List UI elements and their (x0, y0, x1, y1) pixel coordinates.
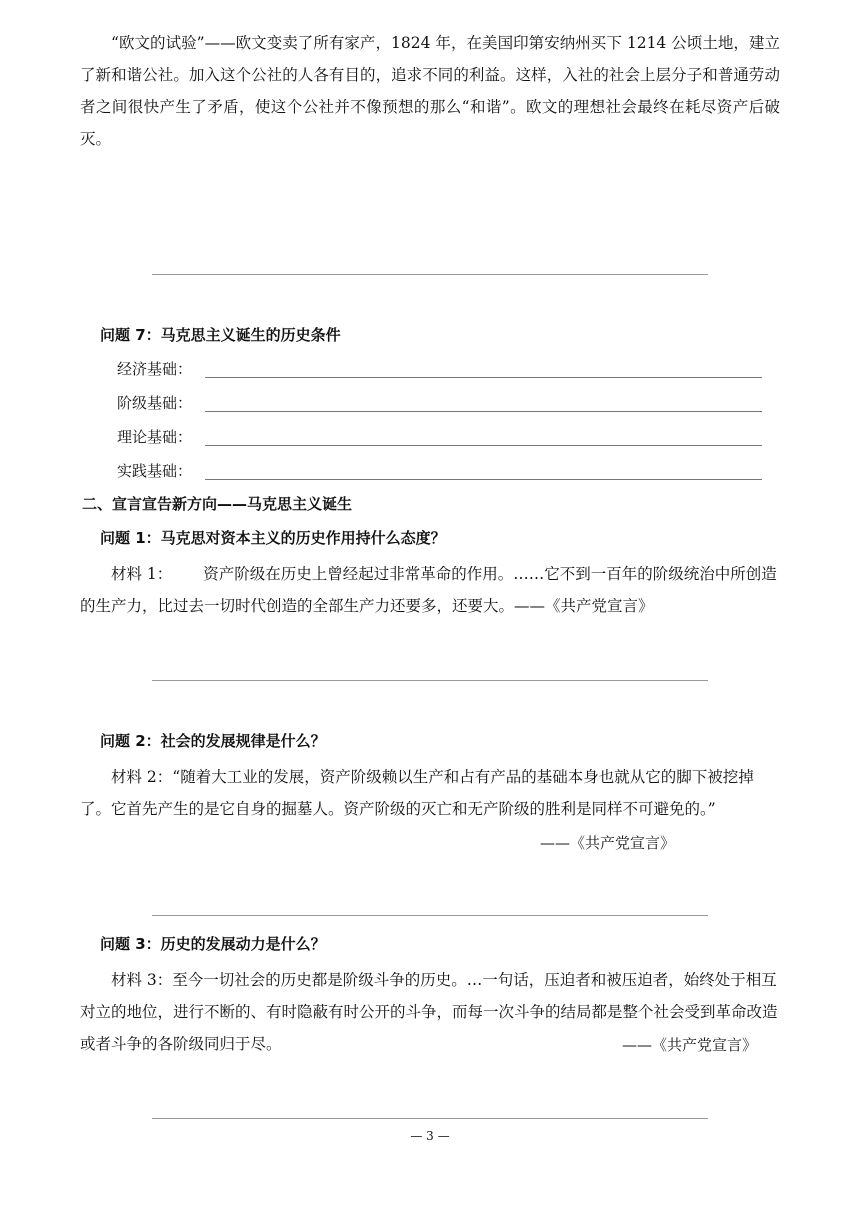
material-1 (80, 558, 780, 622)
blank-line[interactable] (205, 411, 762, 412)
fill-row-practice (117, 460, 762, 484)
answer-line (152, 915, 708, 916)
answer-line (152, 1118, 708, 1119)
blank-line[interactable] (205, 479, 762, 480)
blank-line[interactable] (205, 445, 762, 446)
material-3: 材料 3：至今一切社会的历史都是阶级斗争的历史。…一句话，压迫者和被压迫者，始终处于相互对立的地位，进行不断的、有时隐蔽有时公开的斗争，而每一次斗争的结局都是整个社会受到革命改造或者斗争的各阶级同归于尽。 (80, 971, 778, 1053)
fill-row-class (117, 392, 762, 416)
question-3-title: 问题 3：历史的发展动力是什么？ (100, 935, 326, 953)
section-2-title: 二、宣言宣告新方向——马克思主义诞生 (82, 495, 353, 513)
page-number: — 3 — (410, 1129, 450, 1143)
material-2-source: ——《共产党宣言》 (540, 834, 676, 852)
question-1-title: 问题 1：马克思对资本主义的历史作用持什么态度？ (100, 529, 446, 547)
answer-line (152, 274, 708, 275)
field-label: 阶级基础： (117, 394, 193, 412)
material-2: 材料 2：“随着大工业的发展，资产阶级赖以生产和占有产品的基础本身也就从它的脚下被挖掉了。它首先产生的是它自身的掘墓人。资产阶级的灭亡和无产阶级的胜利是同样不可避免的。” (80, 768, 754, 818)
material-1-text: 资产阶级在历史上曾经起过非常革命的作用。……它不到一百年的阶级统治中所创造的生产力，比过去一切时代创造的全部生产力还要多，还要大。——《共产党宣言》 (80, 565, 777, 615)
field-label: 理论基础： (117, 428, 193, 446)
owen-experiment-paragraph: “欧文的试验”——欧文变卖了所有家产，1824 年，在美国印第安纳州买下 1214 公顷土地，建立了新和谐公社。加入这个公社的人各有目的，追求不同的利益。这样，入社的社会上层分子和普通劳动者之间很快产生了矛盾，使这个公社并不像预想的那么“和谐”。欧文的理想社会最终在耗尽资产后破灭。 (80, 34, 780, 148)
fill-row-theory (117, 426, 762, 450)
field-label: 经济基础： (117, 360, 193, 378)
field-label: 实践基础： (117, 462, 193, 480)
question-7-title: 问题 7：马克思主义诞生的历史条件 (100, 326, 341, 344)
material-1-label: 材料 1： (111, 565, 173, 583)
material-3-source: ——《共产党宣言》 (622, 1036, 758, 1054)
blank-line[interactable] (205, 377, 762, 378)
question-2-title: 问题 2：社会的发展规律是什么？ (100, 732, 326, 750)
answer-line (152, 680, 708, 681)
fill-row-economic (117, 358, 762, 382)
